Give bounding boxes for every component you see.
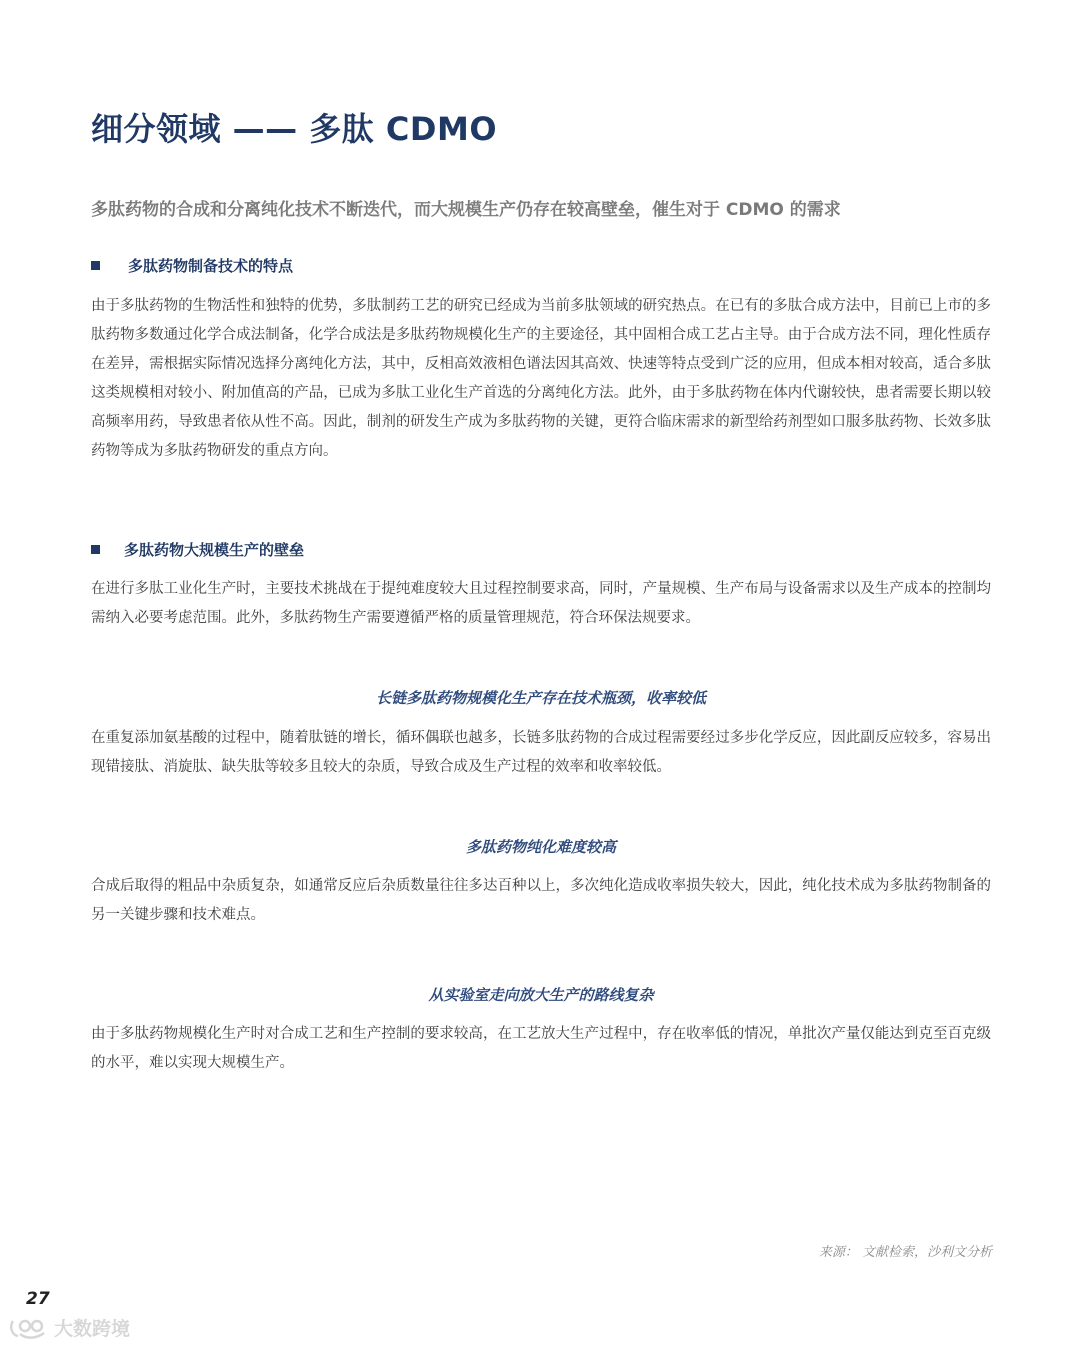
section-heading-label: 多肽药物大规模生产的壁垒: [124, 541, 305, 559]
subheading-long-chain: 长链多肽药物规模化生产存在技术瓶颈，收率较低: [375, 689, 706, 707]
subheading-scale-up: 从实验室走向放大生产的路线复杂: [428, 986, 654, 1004]
section-heading-label: 多肽药物制备技术的特点: [128, 257, 294, 275]
section-heading-preparation: [91, 255, 293, 276]
page-title: 细分领域 —— 多肽 CDMO: [91, 110, 498, 148]
section-heading-barriers: [91, 539, 304, 560]
body-long-chain: 在重复添加氨基酸的过程中，随着肽链的增长，循环偶联也越多，长链多肽药物的合成过程需要经过多步化学反应，因此副反应较多，容易出现错接肽、消旋肽、缺失肽等较多且较大的杂质，导致合成及生产过程的效率和收率较低。: [91, 730, 991, 775]
source-note: 来源： 文献检索，沙利文分析: [818, 1245, 992, 1260]
page-number: 27: [26, 1289, 50, 1309]
watermark-label: 大数跨境: [54, 1318, 131, 1340]
watermark: [10, 1314, 130, 1341]
page-subtitle: 多肽药物的合成和分离纯化技术不断迭代，而大规模生产仍存在较高壁垒，催生对于 CDMO 的需求: [91, 200, 841, 220]
square-bullet-icon: [91, 261, 100, 270]
body-purification: 合成后取得的粗品中杂质复杂，如通常反应后杂质数量往往多达百种以上，多次纯化造成收率损失较大，因此，纯化技术成为多肽药物制备的另一关键步骤和技术难点。: [91, 878, 991, 923]
section-body-barriers: 在进行多肽工业化生产时，主要技术挑战在于提纯难度较大且过程控制要求高，同时，产量规模、生产布局与设备需求以及生产成本的控制均需纳入必要考虑范围。此外，多肽药物生产需要遵循严格的质量管理规范，符合环保法规要求。: [91, 581, 991, 626]
square-bullet-icon: [91, 545, 100, 554]
section-body-preparation: 由于多肽药物的生物活性和独特的优势，多肽制药工艺的研究已经成为当前多肽领域的研究热点。在已有的多肽合成方法中，目前已上市的多肽药物多数通过化学合成法制备，化学合成法是多肽药物规模化生产的主要途径，其中固相合成工艺占主导。由于合成方法不同，理化性质存在差异，需根据实际情况选择分离纯化方法，其中，反相高效液相色谱法因其高效、快速等特点受到广泛的应用，但成本相对较高，适合多肽这类规模相对较小、附加值高的产品，已成为多肽工业化生产首选的分离纯化方法。此外，由于多肽药物在体内代谢较快，患者需要长期以较高频率用药，导致患者依从性不高。因此，制剂的研发生产成为多肽药物的关键，更符合临床需求的新型给药剂型如口服多肽药物、长效多肽药物等成为多肽药物研发的重点方向。: [91, 298, 991, 459]
body-scale-up: 由于多肽药物规模化生产时对合成工艺和生产控制的要求较高，在工艺放大生产过程中，存在收率低的情况，单批次产量仅能达到克至百克级的水平，难以实现大规模生产。: [91, 1026, 991, 1071]
subheading-purification: 多肽药物纯化难度较高: [465, 838, 616, 856]
watermark-logo-icon: [10, 1317, 50, 1339]
